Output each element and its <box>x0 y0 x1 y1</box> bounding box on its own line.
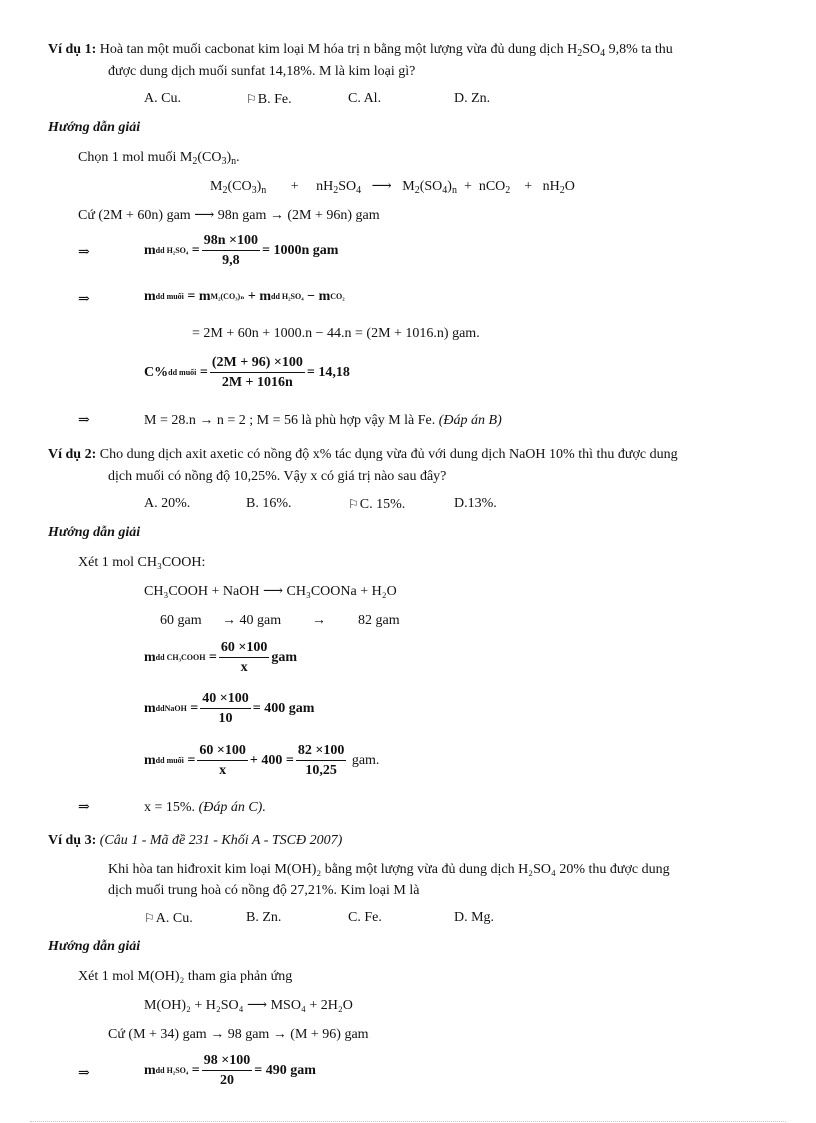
ex1-line2: được dung dịch muối sunfat 14,18%. M là kim loại gì? <box>108 64 416 79</box>
ex2-option-a: A. 20%. <box>144 496 191 511</box>
ex3-label: Ví dụ 3: <box>48 833 97 848</box>
ex3-line-source: Ví dụ 3: (Câu 1 - Mã đề 231 - Khối A - TSCĐ 2007) <box>48 833 343 848</box>
ex2-mass-2: → 40 gam <box>222 613 282 628</box>
implies-icon: ⇒ <box>78 800 90 815</box>
ex3-line1: Khi hòa tan hiđroxit kim loại M(OH)₂ bằng một lượng vừa đủ dung dịch H₂SO₄ 20% thu được dung <box>108 862 670 877</box>
ex2-label: Ví dụ 2: <box>48 447 97 462</box>
implies-icon: ⇒ <box>78 292 90 307</box>
ex3-heading: Hướng dẫn giải <box>48 939 141 954</box>
flag-icon: ⚐ <box>348 497 359 511</box>
ex2-eq3: m dd muối = $\frac{60 \times 100}{x}$ + 400 = $\frac{82 \times 100}{10,25}$ gam. <box>144 743 380 778</box>
ex1-eq2b: = 2M + 60n + 1000.n − 44.n = (2M + 1016.n) gam. <box>192 326 480 341</box>
ex2-conclusion: x = 15%. (Đáp án C). <box>144 800 266 815</box>
ex2-mass-3: 82 gam <box>358 613 400 628</box>
ex3-option-d: D. Mg. <box>454 910 495 925</box>
flag-icon: ⚐ <box>144 911 155 925</box>
ex3-option-c: C. Fe. <box>348 910 382 925</box>
ex1-heading: Hướng dẫn giải <box>48 120 141 135</box>
ex1-option-d: D. Zn. <box>454 91 491 106</box>
ex2-option-b: B. 16%. <box>246 496 292 511</box>
ex2-heading: Hướng dẫn giải <box>48 525 141 540</box>
ex2-option-d: D.13%. <box>454 496 497 511</box>
flag-icon: ⚐ <box>246 92 257 106</box>
ex1-option-b: ⚐B. Fe. <box>246 92 292 107</box>
ex1-ratio: Cứ (2M + 60n) gam ⟶ 98n gam → (2M + 96n) gam <box>78 208 380 223</box>
ex2-line1: Ví dụ 2: Cho dung dịch axit axetic có nồng độ x% tác dụng vừa đủ với dung dịch NaOH 10% thì thu được dung <box>48 447 678 462</box>
ex2-eq2: m ddNaOH = $\frac{40 \times 100}{10}$ = 400 gam <box>144 691 315 726</box>
implies-icon: ⇒ <box>78 413 90 428</box>
ex3-option-a: ⚐A. Cu. <box>144 911 193 926</box>
ex1-choose: Chọn 1 mol muối $M_2(CO_3)_n$. <box>78 150 240 167</box>
ex2-reaction: CH₃COOH + NaOH ⟶ CH₃COONa + H₂O <box>144 584 397 599</box>
ex3-option-b: B. Zn. <box>246 910 282 925</box>
ex3-consider: Xét 1 mol M(OH)₂ tham gia phản ứng <box>78 969 293 984</box>
page-bottom-rule <box>30 1121 786 1122</box>
ex2-consider: Xét 1 mol CH₃COOH: <box>78 555 206 570</box>
ex2-option-c: ⚐C. 15%. <box>348 497 406 512</box>
ex2-eq1: m dd CH₃COOH = $\frac{60 \times 100}{x}$ gam <box>144 640 298 675</box>
ex1-eq1: m dd H₂SO₄ = $\frac{98n \times 100}{9,8}$ = 1000n gam <box>144 233 339 268</box>
ex1-eq2: m dd muối = m M₂(CO₃)ₙ + m dd H₂SO₄ − m CO₂ <box>144 289 345 304</box>
ex1-label: Ví dụ 1: <box>48 42 97 57</box>
implies-icon: ⇒ <box>78 1066 90 1081</box>
ex1-option-a: A. Cu. <box>144 91 181 106</box>
ex1-conclusion: M = 28.n → n = 2 ; M = 56 là phù hợp vậy M là Fe. (Đáp án B) <box>144 413 502 428</box>
ex3-line2: dịch muối trung hoà có nồng độ 27,21%. Kim loại M là <box>108 883 420 898</box>
ex1-option-c: C. Al. <box>348 91 382 106</box>
implies-icon: ⇒ <box>78 245 90 260</box>
ex3-ratio: Cứ (M + 34) gam → 98 gam → (M + 96) gam <box>108 1027 369 1042</box>
ex1-eq3: C% dd muối = $\frac{(2M + 96) \times 100}{2M + 1016n}$ = 14,18 <box>144 355 350 390</box>
ex2-mass-arrow: → <box>312 613 326 628</box>
ex1-reaction: $M_2(CO_3)_n$ + $nH_2SO_4$ ⟶ $M_2(SO_4)_n + nCO_2$ + $nH_2O$ <box>210 179 575 196</box>
ex3-reaction: M(OH)₂ + H₂SO₄ ⟶ MSO₄ + 2H₂O <box>144 998 353 1013</box>
ex2-line2: dịch muối có nồng độ 10,25%. Vậy x có giá trị nào sau đây? <box>108 469 447 484</box>
ex3-eq1: m dd H₂SO₄ = $\frac{98 \times 100}{20}$ = 490 gam <box>144 1053 316 1088</box>
ex2-mass-1: 60 gam <box>160 613 202 628</box>
ex1-line1: Ví dụ 1: Hoà tan một muối cacbonat kim loại M hóa trị n bằng một lượng vừa đủ dung dịch $H_2SO_4$ 9,8% ta thu <box>48 42 673 59</box>
